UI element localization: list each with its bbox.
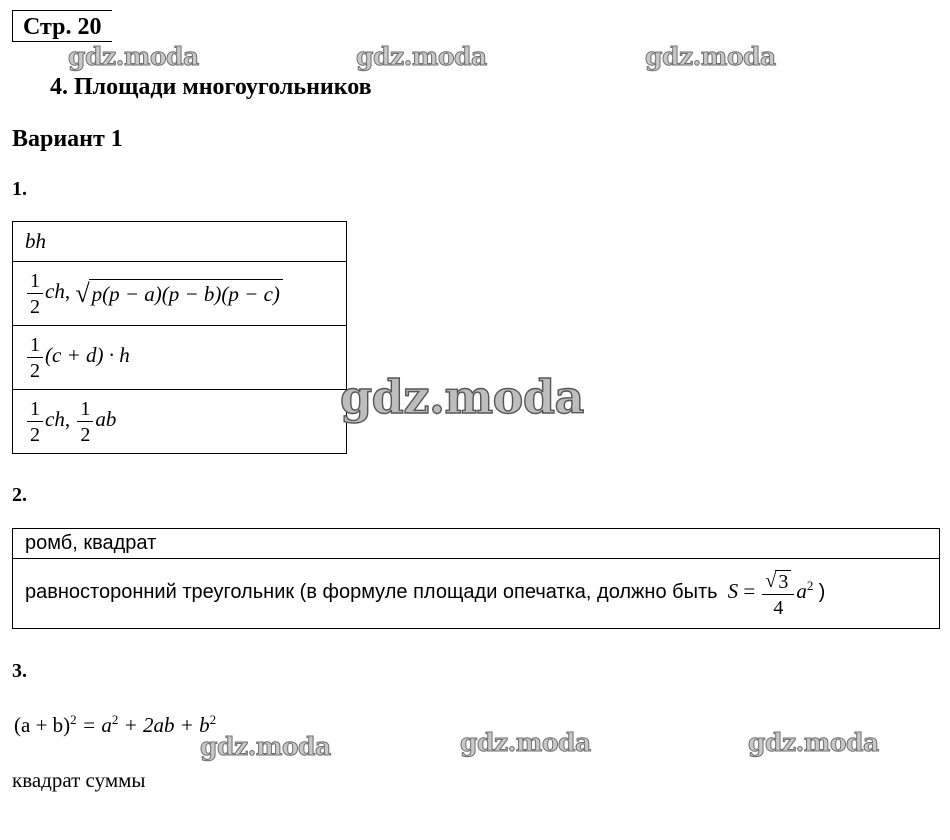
formula: $\frac{1}{2}$ ch, $\frac{1}{2}$ ab bbox=[25, 407, 116, 431]
task1-row bbox=[13, 390, 347, 454]
task1-row bbox=[13, 326, 347, 390]
formula: $(a + b)^2 = a^2 + 2ab + b^2$ bbox=[14, 712, 217, 737]
fraction: $\frac{1}{2}$ bbox=[77, 399, 93, 445]
fraction: $\frac{1}{2}$ bbox=[27, 399, 43, 445]
fraction: $\frac{1}{2}$ bbox=[27, 335, 43, 381]
task1-row bbox=[13, 262, 347, 326]
section-title: 4. Площади многоугольников bbox=[50, 74, 372, 100]
task2-row: равносторонний треугольник (в формуле площади опечатка, должно быть S = √ 3 4 $a^2$ ) bbox=[13, 559, 940, 629]
fraction: √ 3 4 bbox=[762, 569, 794, 617]
watermark: gdz.moda bbox=[460, 728, 591, 757]
task-number: 1. bbox=[12, 178, 27, 200]
page-tag: Стр. 20 bbox=[12, 10, 112, 42]
task2-table bbox=[12, 528, 940, 629]
watermark: gdz.moda bbox=[340, 370, 584, 424]
watermark: gdz.moda bbox=[200, 732, 331, 761]
watermark: gdz.moda bbox=[356, 42, 487, 71]
watermark: gdz.moda bbox=[748, 728, 879, 757]
square-root: √ 3 bbox=[765, 570, 791, 592]
watermark: gdz.moda bbox=[645, 42, 776, 71]
formula: $\frac{1}{2}$ ch, √ p(p − a)(p − b)(p − c) bbox=[25, 279, 283, 303]
watermark: gdz.moda bbox=[68, 42, 199, 71]
formula: S = √ 3 4 $a^2$ bbox=[727, 569, 814, 619]
task-number: 2. bbox=[12, 484, 27, 506]
task2-row bbox=[13, 529, 940, 559]
task3-caption: квадрат суммы bbox=[12, 768, 146, 792]
answer-text: равносторонний треугольник (в формуле площади опечатка, должно быть bbox=[25, 581, 718, 604]
fraction: $\frac{1}{2}$ bbox=[27, 271, 43, 317]
task1-row bbox=[13, 222, 347, 262]
task1-table bbox=[12, 221, 347, 454]
answer-text: ромб, квадрат bbox=[25, 532, 157, 554]
variant-title: Вариант 1 bbox=[12, 126, 123, 152]
task-number: 3. bbox=[12, 660, 27, 682]
formula: $\frac{1}{2}$ (c + d) · h bbox=[25, 343, 130, 367]
formula: bh bbox=[25, 229, 46, 253]
square-root: √ p(p − a)(p − b)(p − c) bbox=[75, 279, 283, 309]
